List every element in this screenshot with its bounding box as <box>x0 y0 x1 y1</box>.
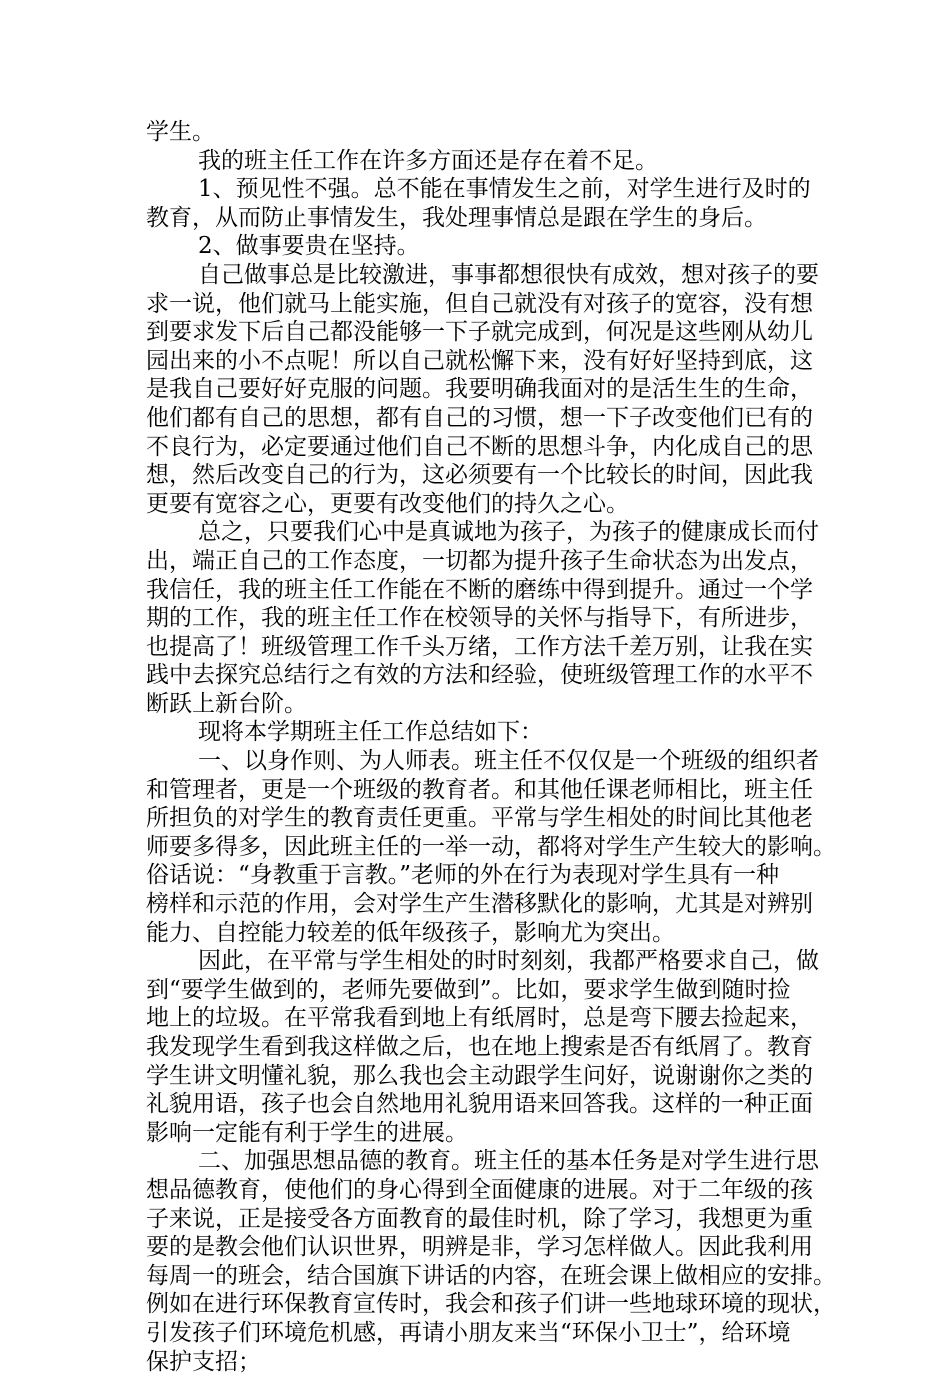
text-line: 到要求发下后自己都没能够一下子就完成到，何况是这些刚从幼儿 <box>146 319 813 346</box>
paragraph <box>146 718 810 747</box>
text-line: 断跃上新台阶。 <box>146 690 307 717</box>
text-line: 总之，只要我们心中是真诚地为孩子，为孩子的健康成长而付 <box>198 519 819 546</box>
text-line: 我信任，我的班主任工作能在不断的磨练中得到提升。通过一个学 <box>146 576 813 603</box>
text-line: 想品德教育，使他们的身心得到全面健康的进展。对于二年级的孩 <box>146 1176 813 1203</box>
text-line: 每周一的班会，结合国旗下讲话的内容，在班会课上做相应的安排。 <box>146 1262 836 1289</box>
paragraph <box>146 947 819 1147</box>
text-line: 更要有宽容之心，更要有改变他们的持久之心。 <box>146 490 629 517</box>
paragraph <box>146 147 810 176</box>
text-line: 保护支招； <box>146 1348 261 1375</box>
text-line: 现将本学期班主任工作总结如下： <box>198 719 543 746</box>
text-line: 所担负的对学生的教育责任更重。平常与学生相处的时间比其他老 <box>146 805 813 832</box>
text-line: 期的工作，我的班主任工作在校领导的关怀与指导下，有所进步， <box>146 605 813 632</box>
text-line: 想，然后改变自己的行为，这必须要有一个比较长的时间，因此我 <box>146 462 813 489</box>
paragraph <box>146 747 836 947</box>
text-line: 要的是教会他们认识世界，明辨是非，学习怎样做人。因此我利用 <box>146 1234 813 1261</box>
text-line: 2、做事要贵在坚持。 <box>198 233 420 260</box>
text-line: 俗话说：“身教重于言教。”老师的外在行为表现对学生具有一种 <box>146 862 780 889</box>
text-line: 榜样和示范的作用，会对学生产生潜移默化的影响，尤其是对辨别 <box>146 891 813 918</box>
text-line: 他们都有自己的思想，都有自己的习惯，想一下子改变他们已有的 <box>146 404 813 431</box>
text-line: 我的班主任工作在许多方面还是存在着不足。 <box>198 147 658 174</box>
text-line: 我发现学生看到我这样做之后，也在地上搜索是否有纸屑了。教育 <box>146 1034 813 1060</box>
text-line: 到“要学生做到的，老师先要做到”。比如，要求学生做到随时捡 <box>146 976 791 1003</box>
text-line: 引发孩子们环境危机感，再请小朋友来当“环保小卫士”，给环境 <box>146 1319 791 1346</box>
text-line: 自己做事总是比较激进，事事都想很快有成效，想对孩子的要 <box>198 261 819 288</box>
text-line: 和管理者，更是一个班级的教育者。和其他任课老师相比，班主任 <box>146 776 813 803</box>
text-line: 师要多得多，因此班主任的一举一动，都将对学生产生较大的影响。 <box>146 833 836 860</box>
text-line: 1、预见性不强。总不能在事情发生之前，对学生进行及时的 <box>198 176 811 203</box>
document-page <box>146 118 836 1376</box>
text-line: 二、加强思想品德的教育。班主任的基本任务是对学生进行思 <box>198 1148 819 1175</box>
text-line: 能力、自控能力较差的低年级孩子，影响尤为突出。 <box>146 919 675 946</box>
text-line: 学生。 <box>146 119 215 145</box>
text-line: 园出来的小不点呢！所以自己就松懈下来，没有好好坚持到底，这 <box>146 347 813 374</box>
text-line: 不良行为，必定要通过他们自己不断的思想斗争，内化成自己的思 <box>146 433 813 460</box>
text-line: 出，端正自己的工作态度，一切都为提升孩子生命状态为出发点， <box>146 547 813 574</box>
text-line: 学生讲文明懂礼貌，那么我也会主动跟学生问好，说谢谢你之类的 <box>146 1062 813 1089</box>
text-line: 影响一定能有利于学生的进展。 <box>146 1119 468 1146</box>
paragraph <box>146 118 810 147</box>
paragraph <box>146 232 810 261</box>
text-line: 求一说，他们就马上能实施，但自己就没有对孩子的宽容，没有想 <box>146 290 813 317</box>
text-line: 一、以身作则、为人师表。班主任不仅仅是一个班级的组织者 <box>198 748 819 775</box>
text-line: 地上的垃圾。在平常我看到地上有纸屑时，总是弯下腰去捡起来， <box>146 1005 813 1032</box>
paragraph <box>146 261 819 518</box>
paragraph <box>146 518 819 718</box>
text-line: 礼貌用语，孩子也会自然地用礼貌用语来回答我。这样的一种正面 <box>146 1091 813 1118</box>
text-line: 子来说，正是接受各方面教育的最佳时机，除了学习，我想更为重 <box>146 1205 813 1232</box>
paragraph <box>146 175 810 232</box>
text-line: 也提高了！班级管理工作千头万绪，工作方法千差万别，让我在实 <box>146 633 813 660</box>
text-line: 因此，在平常与学生相处的时时刻刻，我都严格要求自己，做 <box>198 948 819 975</box>
text-line: 教育，从而防止事情发生，我处理事情总是跟在学生的身后。 <box>146 204 767 231</box>
text-line: 践中去探究总结行之有效的方法和经验，使班级管理工作的水平不 <box>146 662 813 689</box>
text-line: 例如在进行环保教育宣传时，我会和孩子们讲一些地球环境的现状， <box>146 1291 836 1318</box>
text-line: 是我自己要好好克服的问题。我要明确我面对的是活生生的生命， <box>146 376 813 403</box>
paragraph <box>146 1147 836 1376</box>
